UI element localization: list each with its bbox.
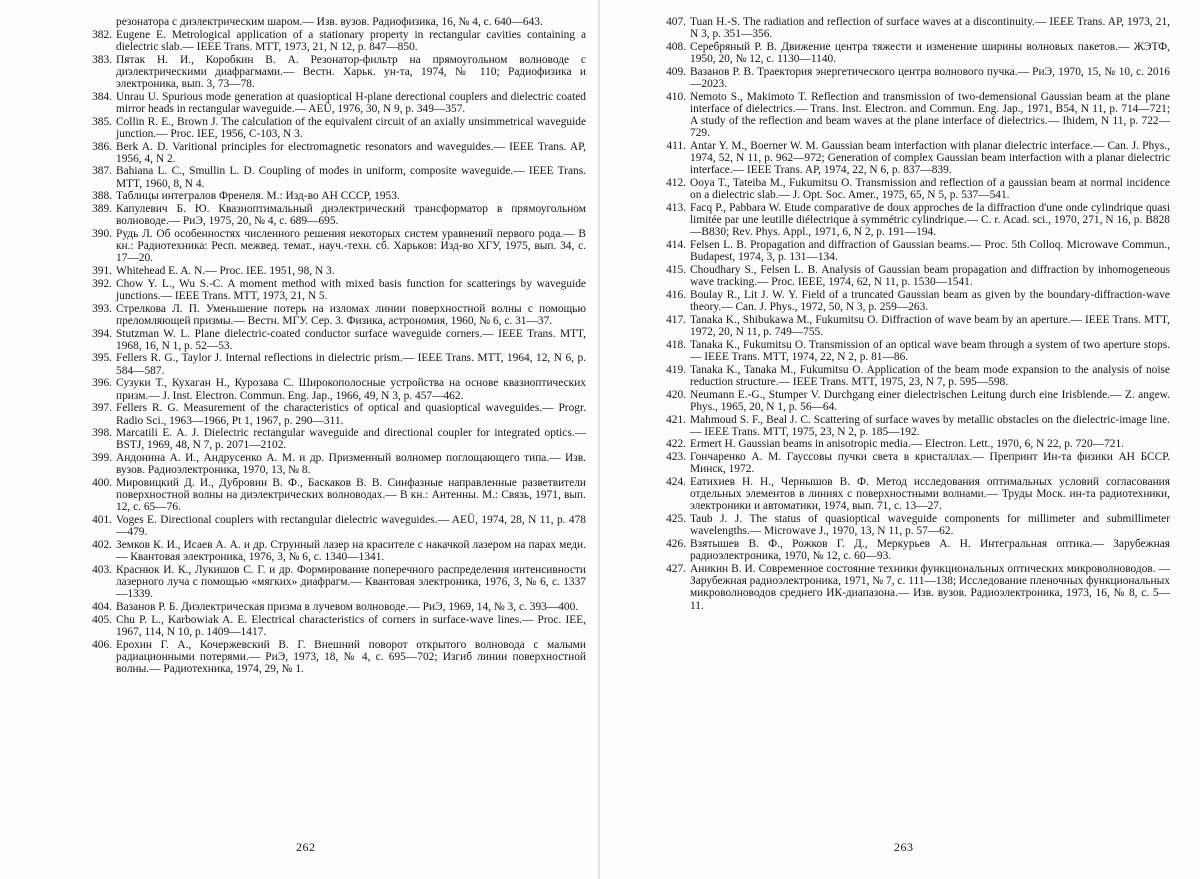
reference-entry xyxy=(86,377,586,401)
reference-number: 427. xyxy=(666,562,686,575)
reference-number: 419. xyxy=(666,363,686,376)
reference-entry xyxy=(660,438,1170,450)
reference-number: 389. xyxy=(92,203,112,216)
reference-entry xyxy=(86,452,586,476)
reference-number: 403. xyxy=(92,563,112,576)
reference-entry xyxy=(86,278,586,302)
reference-text: Neumann E.-G., Stumper V. Durchgang einer dielectrischen Leitung durch eine Irisblende.— Z. angew. Phys., 1965, 20, N 1, p. 56—64. xyxy=(690,388,1170,413)
reference-entry xyxy=(86,141,586,165)
reference-entry xyxy=(86,303,586,327)
reference-number: 385. xyxy=(92,115,112,128)
reference-text: Ерохин Г. А., Кочержевский В. Г. Внешний поворот открытого волновода с малыми радиационными потерями.— РиЭ, 1973, 18, № 4, с. 695—702; Изгиб линии поверхностной волны.— Радиотехника, 1974, 29, № 1. xyxy=(116,638,586,676)
reference-number: 415. xyxy=(666,264,686,277)
reference-entry xyxy=(660,66,1170,90)
reference-number: 400. xyxy=(92,477,112,490)
reference-number: 408. xyxy=(666,40,686,53)
reference-entry xyxy=(660,563,1170,612)
reference-text: Земков К. И., Исаев А. А. и др. Струнный лазер на красителе с накачкой лазером на парах меди.— Квантовая электроника, 1976, 3, № 6, с. 1340—1341. xyxy=(116,539,586,564)
reference-number: 407. xyxy=(666,16,686,28)
reference-text: Ooya T., Tateiba M., Fukumitsu O. Transmission and reflection of a gaussian beam at normal incidence on a dielectric slab.— J. Opt. Soc. Amer., 1975, 65, N 5, p. 537—541. xyxy=(690,177,1170,202)
reference-text: Еатихиев Н. Н., Чернышов В. Ф. Метод исследования оптимальных условий согласования отдельных элементов в линиях с поверхностными волнами.— Труды Моск. ин-та радиотехники, электроники и автоматики, 1974, вып. 71, с. 13—27. xyxy=(690,476,1170,513)
left-page xyxy=(86,16,586,866)
reference-number: 421. xyxy=(666,413,686,426)
reference-number: 412. xyxy=(666,177,686,190)
reference-number: 384. xyxy=(92,90,112,103)
reference-text: Ermert H. Gaussian beams in anisotropic media.— Electron. Lett., 1970, 6, N 22, p. 720—721. xyxy=(690,438,1125,451)
reference-number: 395. xyxy=(92,352,112,365)
reference-number: 402. xyxy=(92,539,112,552)
reference-number: 426. xyxy=(666,538,686,551)
reference-entry xyxy=(86,564,586,601)
reference-number: 398. xyxy=(92,427,112,440)
reference-text: Berk A. D. Varitional principles for electromagnetic resonators and waveguides.— IEEE Trans. AP, 1956, 4, N 2. xyxy=(116,140,586,165)
reference-entry xyxy=(86,228,586,265)
reference-entry xyxy=(660,476,1170,513)
reference-text: Таблицы интегралов Френеля. М.: Изд-во АН СССР, 1953. xyxy=(116,190,400,203)
reference-entry xyxy=(660,538,1170,562)
reference-text: Fellers R. G., Taylor J. Internal reflections in dielectric prism.— IEEE Trans. MTT, 1964, 12, N 6, p. 584—587. xyxy=(116,352,586,377)
reference-entry xyxy=(86,116,586,140)
reference-entry xyxy=(86,328,586,352)
reference-text: Felsen L. B. Propagation and diffraction of Gaussian beams.— Proc. 5th Colloq. Microwave Commun., Budapest, 1974, 3, p. 131—134. xyxy=(690,239,1170,264)
reference-number: 390. xyxy=(92,227,112,240)
reference-text: Мировицкий Д. И., Дубровин В. Ф., Баскаков В. В. Синфазные направленные разветвители поверхностной волны на диэлектрических волноводах.— В кн.: Антенны. М.: Связь, 1971, вып. 12, с. 65—76. xyxy=(116,477,586,514)
reference-list-left xyxy=(86,29,586,676)
reference-entry xyxy=(660,239,1170,263)
reference-entry xyxy=(660,389,1170,413)
reference-text: Капулевич Б. Ю. Квазиоптимальный диэлектрический трансформатор в прямоугольном волноводе.— РиЭ, 1975, 20, № 4, с. 689—695. xyxy=(116,203,586,228)
reference-number: 416. xyxy=(666,288,686,301)
reference-text: Chow Y. L., Wu S.-C. A moment method with mixed basis function for scatterings by waveguide junctions.— IEEE Trans. MTT, 1973, 21, N 5. xyxy=(116,277,586,302)
reference-text: Аникин В. И. Современное состояние техники функциональных оптических микроволноводов. — Зарубежная радиоэлектроника, 1971, № 7, с. 111—138; Исследование пленочных функциональных микроволноводов среднего ИК-диапазона.— Изв. вузов. Радиоэлектроника, 1973, 16, № 8, с. 5—11. xyxy=(690,562,1170,612)
reference-entry xyxy=(86,190,586,202)
reference-number: 404. xyxy=(92,601,112,614)
reference-number: 422. xyxy=(666,438,686,451)
reference-text: Стрелкова Л. П. Уменьшение потерь на изломах линии поверхностной волны с помощью преломляющей призмы.— Вестн. МГУ. Сер. 3. Физика, астрономия, 1960, № 6, с. 31—37. xyxy=(116,302,586,327)
reference-entry xyxy=(86,539,586,563)
reference-entry xyxy=(660,451,1170,475)
reference-text: Boulay R., Lit J. W. Y. Field of a truncated Gaussian beam as given by the boundary-diffraction-wave theory.— Can. J. Phys., 1972, 50, N 3, p. 259—263. xyxy=(690,288,1170,314)
reference-number: 388. xyxy=(92,190,112,203)
reference-text: Взятышев В. Ф., Рожков Г. Д., Меркурьев А. Н. Интегральная оптика.— Зарубежная радиоэлектроника, 1970, № 12, с. 60—93. xyxy=(690,538,1170,563)
reference-text: Eugene E. Metrological application of a stationary property in rectangular cavities containing a dielectric slab.— IEEE Trans. MTT, 1973, 21, N 12, p. 847—850. xyxy=(116,28,586,53)
reference-entry xyxy=(86,639,586,676)
reference-text: Whitehead E. A. N.— Proc. IEE. 1951, 98, N 3. xyxy=(116,265,335,278)
reference-text: Bahiana L. C., Smullin L. D. Coupling of modes in uniform, composite waveguide.— IEEE Trans. MTT, 1960, 8, N 4. xyxy=(116,165,586,190)
reference-entry xyxy=(86,165,586,189)
reference-entry xyxy=(660,264,1170,288)
right-page xyxy=(660,16,1170,866)
reference-entry xyxy=(660,339,1170,363)
reference-number: 414. xyxy=(666,239,686,252)
reference-text: Facq P., Pabbara W. Etude comparative de doux approches de la diffraction d'une onde cylindrique quasi limitée par une leutille diélectrique à symmétric cylindrique.— C. r. Acad. sci., 1970, 271, N 16, p. B828—B830; Rev. Phys. Appl., 1971, 6, N 2, p. 191—194. xyxy=(690,202,1170,239)
reference-number: 386. xyxy=(92,140,112,153)
reference-number: 423. xyxy=(666,451,686,464)
reference-number: 397. xyxy=(92,402,112,415)
reference-number: 399. xyxy=(92,452,112,465)
reference-number: 396. xyxy=(92,377,112,390)
reference-entry xyxy=(86,265,586,277)
page-gutter xyxy=(598,0,600,879)
reference-text: Stutzman W. L. Plane dielectric-coated conductor surface waveguide corners.— IEEE Trans. MTT, 1968, 16, N 1, p. 52—53. xyxy=(116,327,586,352)
reference-text: Серебряный Р. В. Движение центра тяжести и изменение ширины волновых пакетов.— ЖЭТФ, 1950, 20, № 12, с. 1130—1140. xyxy=(690,40,1170,66)
reference-entry xyxy=(660,177,1170,201)
reference-entry xyxy=(86,402,586,426)
reference-number: 420. xyxy=(666,388,686,401)
reference-entry xyxy=(660,41,1170,65)
ref-continuation: резонатора с диэлектрическим шаром.— Изв. вузов. Радиофизика, 16, № 4, с. 640—643. xyxy=(116,16,543,28)
reference-text: Tuan H.-S. The radiation and reflection of surface waves at a discontinuity.— IEEE Trans. AP, 1973, 21, N 3, p. 351—356. xyxy=(690,16,1170,41)
reference-number: 401. xyxy=(92,514,112,527)
reference-text: Tanaka K., Tanaka M., Fukumitsu O. Application of the beam mode expansion to the analysis of noise reduction structure.— IEEE Trans. MTT, 1975, 23, N 7, p. 595—598. xyxy=(690,363,1170,388)
reference-entry xyxy=(660,91,1170,140)
reference-number: 406. xyxy=(92,638,112,651)
reference-number: 411. xyxy=(666,140,686,153)
reference-text: Voges E. Directional couplers with rectangular dielectric waveguides.— AEÜ, 1974, 28, N 11, p. 478—479. xyxy=(116,514,586,539)
reference-entry xyxy=(660,314,1170,338)
reference-entry xyxy=(660,414,1170,438)
reference-entry xyxy=(86,477,586,514)
reference-text: Вазанов Р. В. Траектория энергетического центра волнового пучка.— РиЭ, 1970, 15, № 10, с. 2016—2023. xyxy=(690,65,1170,91)
reference-text: Сузуки Т., Кухаган Н., Курозава С. Широкополосные устройства на основе квазиоптических призм.— J. Inst. Electron. Commun. Eng. Jap., 1966, 49, N 3, p. 457—462. xyxy=(116,377,586,402)
reference-text: Fellers R. G. Measurement of the characteristics of optical and quasioptical waveguides.— Progr. Radio Sci., 1963—1966, Pt 1, 1967, p. 290—311. xyxy=(116,402,586,427)
reference-text: Marcatili E. A. J. Dielectric rectangular waveguide and directional coupler for integrated optics.— BSTJ, 1969, 48, N 7, p. 2071—2102. xyxy=(116,427,586,452)
reference-entry xyxy=(86,614,586,638)
reference-text: Nemoto S., Makimoto T. Reflection and transmission of two-demensional Gaussian beam at the plane interface of dielectrics.— Trans. Inst. Electron. and Commun. Eng. Jap., 1971, B54, N 11, p. 714—721; A study of the reflection and beam waves at the plane interface of dielectrics.— Ihidem, N 11, p. 722—729. xyxy=(690,90,1170,140)
reference-number: 410. xyxy=(666,90,686,103)
reference-text: Краснюк И. К., Лукишов С. Г. и др. Формирование поперечного распределения интенсивности лазерного луча с помощью «мягких» диафрагм.— Квантовая электроника, 1976, 3, № 6, с. 1337—1339. xyxy=(116,563,586,601)
reference-number: 383. xyxy=(92,53,112,66)
reference-number: 392. xyxy=(92,277,112,290)
reference-text: Рудь Л. Об особенностях численного решения некоторых систем уравнений первого рода.— В кн.: Радиотехника: Респ. межвед. темат., науч.-техн. сб. Харьков: Изд-во ХГУ, 1975, вып. 34, с. 17—20. xyxy=(116,227,586,265)
reference-list-right xyxy=(660,16,1170,612)
reference-text: Вазанов Р. Б. Диэлектрическая призма в лучевом волноводе.— РиЭ, 1969, 14, № 3, с. 393—400. xyxy=(116,601,579,614)
reference-number: 393. xyxy=(92,302,112,315)
reference-text: Андонина А. И., Андрусенко А. М. и др. Призменный волномер поглощающего типа.— Изв. вузов. Радиоэлектроника, 1970, 13, № 8. xyxy=(116,452,586,477)
reference-number: 394. xyxy=(92,327,112,340)
reference-entry xyxy=(86,54,586,91)
reference-text: Chu P. L., Karbowiak A. E. Electrical characteristics of corners in surface-wave lines.— Proc. IEE, 1967, 114, N 10, p. 1409—1417. xyxy=(116,613,586,638)
reference-text: Гончаренко А. М. Гауссовы пучки света в кристаллах.— Препринт Ин-та физики АН БССР. Минск, 1972. xyxy=(690,451,1170,476)
reference-text: Tanaka K., Fukumitsu O. Transmission of an optical wave beam through a system of two aperture stops.— IEEE Trans. MTT, 1974, 22, N 2, p. 81—86. xyxy=(690,338,1170,363)
reference-text: Choudhary S., Felsen L. B. Analysis of Gaussian beam propagation and diffraction by inhomogeneous wave tracking.— Proc. IEEE, 1974, 62, N 11, p. 1530—1541. xyxy=(690,264,1170,289)
reference-entry xyxy=(660,513,1170,537)
reference-text: Taub J. J. The status of quasioptical waveguide components for millimeter and submillimeter wavelengths.— Microwave J., 1970, 13, N 11, p. 57—62. xyxy=(690,513,1170,538)
reference-number: 405. xyxy=(92,613,112,626)
reference-number: 424. xyxy=(666,476,686,489)
reference-entry xyxy=(660,202,1170,239)
reference-entry xyxy=(86,427,586,451)
reference-entry xyxy=(86,29,586,53)
reference-entry xyxy=(660,16,1170,40)
reference-number: 382. xyxy=(92,28,112,41)
page-number-right: 263 xyxy=(894,840,914,854)
reference-number: 413. xyxy=(666,202,686,215)
reference-number: 387. xyxy=(92,165,112,178)
reference-text: Unrau U. Spurious mode generation at quasioptical H-plane derectional couplers and dielectric coated mirror heads in rectangular waveguide.— AEÜ, 1976, 30, N 9, p. 349—357. xyxy=(116,90,586,115)
reference-entry xyxy=(86,514,586,538)
reference-entry xyxy=(86,601,586,613)
reference-number: 425. xyxy=(666,513,686,526)
reference-entry xyxy=(86,91,586,115)
reference-entry xyxy=(86,203,586,227)
reference-number: 409. xyxy=(666,65,686,78)
reference-text: Пятак Н. И., Коробкин В. А. Резонатор-фильтр на прямоугольном волноводе с диэлектрическими диафрагмами.— Вестн. Харьк. ун-та, 1974, № 110; Радиофизика и электроника, вып. 3, 73—78. xyxy=(116,53,586,91)
reference-entry xyxy=(86,352,586,376)
reference-number: 391. xyxy=(92,265,112,278)
reference-entry xyxy=(660,289,1170,313)
reference-text: Collin R. E., Brown J. The calculation of the equivalent circuit of an axially unsimmetrical waveguide junction.— Proc. IEE, 1956, C-103, N 3. xyxy=(116,115,586,140)
page-number-left: 262 xyxy=(296,840,316,854)
reference-number: 418. xyxy=(666,338,686,351)
reference-number: 417. xyxy=(666,313,686,326)
reference-entry xyxy=(660,364,1170,388)
reference-text: Antar Y. M., Boerner W. M. Gaussian beam interfaction with planar dielectric interface.— Can. J. Phys., 1974, 52, N 11, p. 962—972; Generation of complex Gaussian beam interfaction with a planar dielectric interface.— IEEE Trans. AP, 1974, 22, N 6, p. 837—839. xyxy=(690,140,1170,177)
reference-text: Tanaka K., Shibukawa M., Fukumitsu O. Diffraction of wave beam by an aperture.— IEEE Trans. MTT, 1972, 20, N 11, p. 749—755. xyxy=(690,313,1170,339)
reference-entry xyxy=(660,140,1170,177)
reference-text: Mahmoud S. F., Beal J. C. Scattering of surface waves by metallic obstacles on the dielectric-image line.— IEEE Trans. MTT, 1975, 23, N 2, p. 185—192. xyxy=(690,413,1170,438)
